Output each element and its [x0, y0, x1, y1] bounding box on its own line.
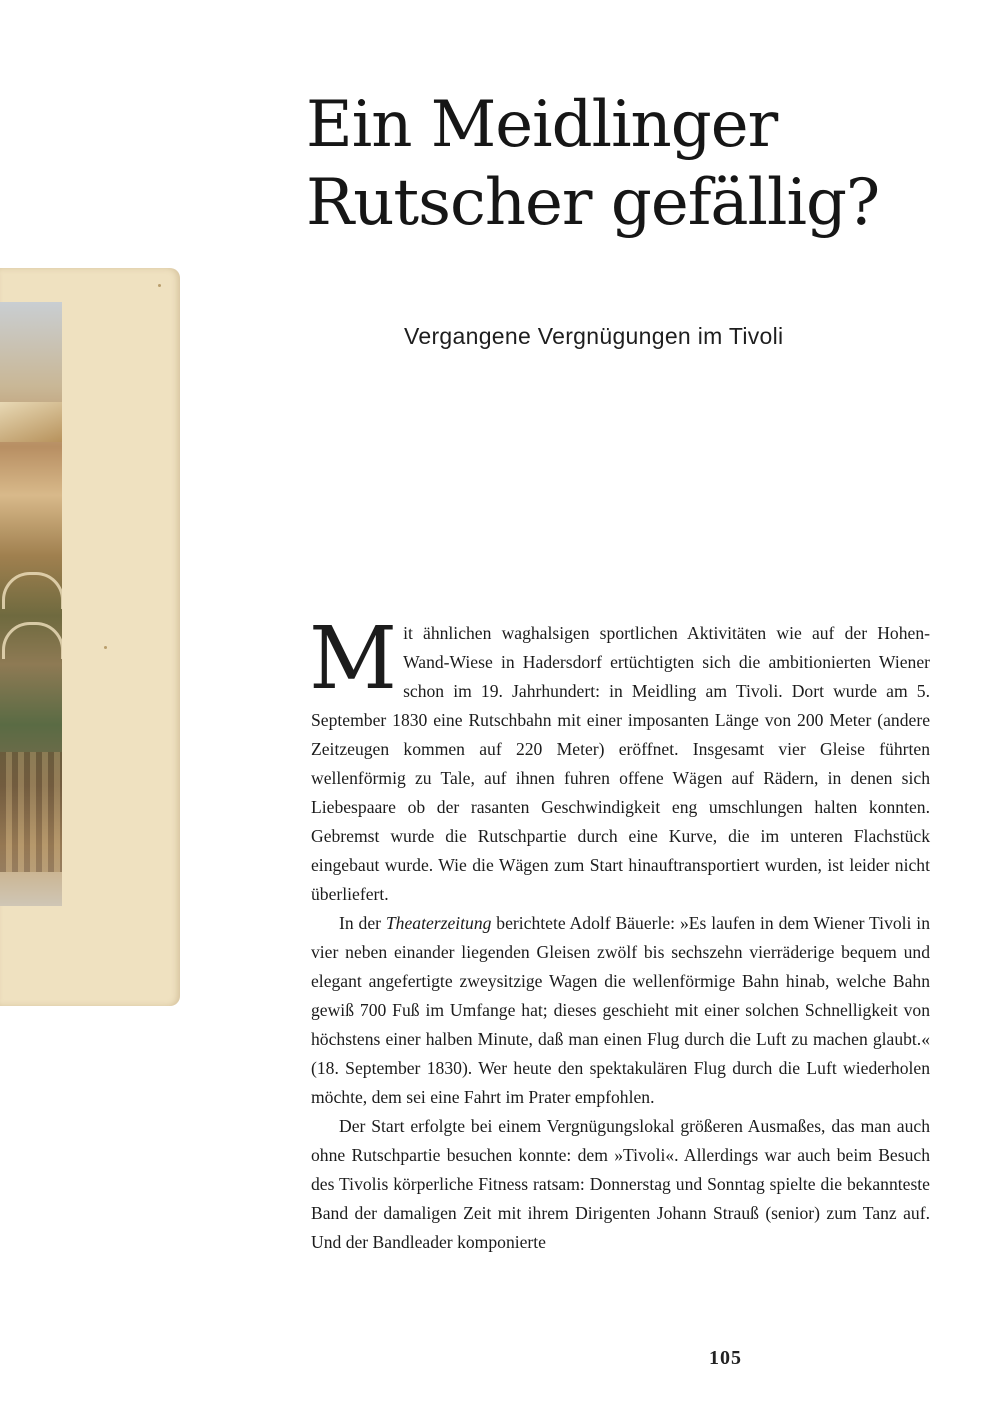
page-subtitle: Vergangene Vergnügungen im Tivoli	[404, 323, 784, 349]
page-number: 105	[709, 1347, 742, 1369]
paragraph-3: Der Start erfolgte bei einem Vergnügungslokal größeren Ausmaßes, das man auch ohne Rutschpartie besuchen konnte: dem »Tivoli«. Allerdings war auch beim Besuch des Tivolis körperliche Fitness ratsam: Donnerstag und Sonntag spielte die bekannteste Band der damaligen Zeit mit ihrem Dirigenten Johann Strauß (senior) zum Tanz auf. Und der Bandleader komponierte	[311, 1116, 930, 1252]
article-body	[309, 609, 930, 1257]
paragraph-2-before: In der	[339, 913, 386, 933]
postcard-arch	[2, 622, 62, 659]
drop-cap: M	[309, 609, 398, 709]
page-title	[306, 86, 879, 242]
paragraph-1-text: it ähnlichen waghalsigen sportlichen Aktivitäten wie auf der Hohen-Wand-Wiese in Hadersdorf ertüchtigten sich die ambitionierten Wiener schon im 19. Jahrhundert: in Meidling am Tivoli. Dort wurde am 5. September 1830 eine Rutschbahn mit einer imposanten Länge von 200 Meter (andere Zeitzeugen kommen auf 220 Meter) eröffnet. Insgesamt vier Gleise führten wellenförmig zu Tale, auf ihnen fuhren offene Wägen auf Rädern, in denen sich Liebespaare ob der rasanten Geschwindigkeit eng umschlungen halten konnten. Gebremst wurde die Rutschpartie durch eine Kurve, die im unteren Flachstück eingebaut wurde. Wie die Wägen zum Start hinauftransportiert wurden, ist leider nicht überliefert.	[311, 623, 930, 904]
postcard-tables	[0, 752, 62, 872]
title-line-1: Ein Meidlinger	[306, 88, 778, 162]
vintage-postcard-image	[0, 268, 180, 1006]
paragraph-1	[309, 609, 930, 909]
paragraph-2	[311, 909, 930, 1112]
postcard-roof	[0, 402, 62, 442]
paragraph-2-after: berichtete Adolf Bäuerle: »Es laufen in dem Wiener Tivoli in vier neben einander liegenden Gleisen zwölf bis sechszehn vierräderige bequem und elegant angefertigte zweysitzige Wagen die wellenförmige Bahn hinab, welche Bahn gewiß 700 Fuß im Umfange hat; dieses geschieht mit einer solchen Schnelligkeit von höchstens einer halben Minute, daß man einen Flug durch die Luft zu machen glaubt.« (18. September 1830). Wer heute den spektakulären Flug durch die Luft wiederholen möchte, dem sei eine Fahrt im Prater empfohlen.	[311, 913, 930, 1107]
postcard-speck	[158, 284, 161, 287]
postcard-photo	[0, 302, 62, 906]
title-line-2: Rutscher gefällig?	[306, 166, 880, 240]
postcard-arch	[2, 572, 62, 609]
paragraph-2-italic: Theaterzeitung	[385, 913, 492, 933]
postcard-speck	[104, 646, 107, 649]
